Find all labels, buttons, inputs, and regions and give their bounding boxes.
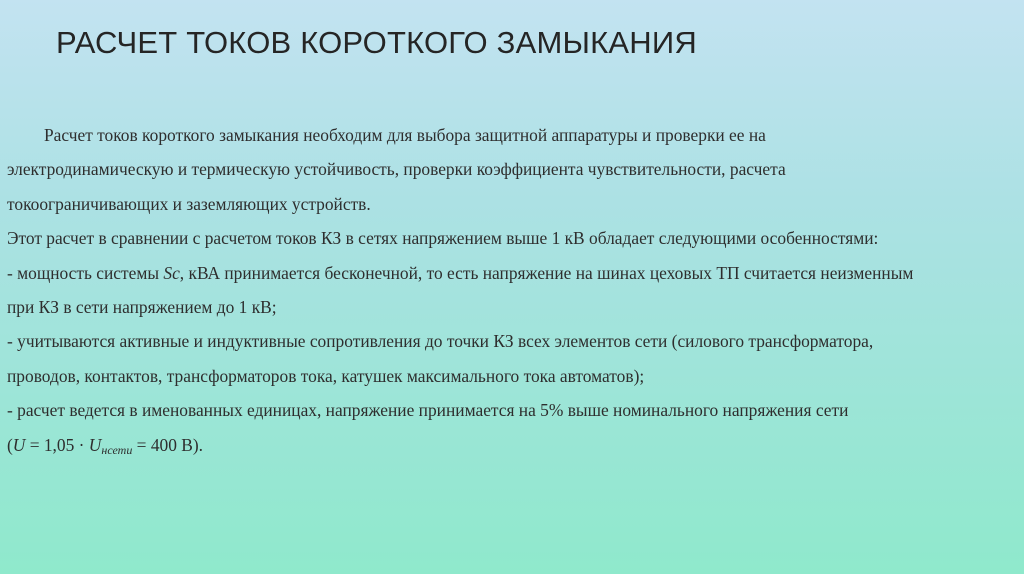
formula-subscript: нсети <box>101 442 133 457</box>
body-line-2: электродинамическую и термическую устойчивость, проверки коэффициента чувствительности, расчета <box>7 159 786 180</box>
system-power-symbol: Sc <box>163 262 180 283</box>
slide-body <box>7 118 1019 467</box>
body-line-6: при КЗ в сети напряжением до 1 кВ; <box>7 297 277 318</box>
formula-result: = 400 В). <box>132 434 204 455</box>
line5-suffix: , кВА принимается бесконечной, то есть напряжение на шинах цеховых ТП считается неизменным <box>179 262 914 283</box>
formula-equals: = 1,05 · <box>25 434 89 455</box>
body-line-10-formula <box>7 428 1019 467</box>
body-line-9: - расчет ведется в именованных единицах, напряжение принимается на 5% выше номинального напряжения сети <box>7 400 849 421</box>
body-line-4: Этот расчет в сравнении с расчетом токов КЗ в сетях напряжением выше 1 кВ обладает следующими особенностями: <box>7 228 879 249</box>
formula-nominal-voltage-symbol: U <box>88 434 102 455</box>
body-line-8: проводов, контактов, трансформаторов тока, катушек максимального тока автоматов); <box>7 365 645 386</box>
body-line-1: Расчет токов короткого замыкания необходим для выбора защитной аппаратуры и проверки ее на <box>44 125 766 145</box>
line5-prefix: - мощность системы <box>7 262 164 283</box>
body-line-3: токоограничивающих и заземляющих устройств. <box>7 193 371 214</box>
formula-voltage-symbol: U <box>12 434 26 455</box>
body-line-7: - учитываются активные и индуктивные сопротивления до точки КЗ всех элементов сети (силового трансформатора, <box>7 331 874 352</box>
body-line-5 <box>7 256 1019 290</box>
slide-title: РАСЧЕТ ТОКОВ КОРОТКОГО ЗАМЫКАНИЯ <box>56 25 697 60</box>
formula-open: ( <box>7 434 13 455</box>
